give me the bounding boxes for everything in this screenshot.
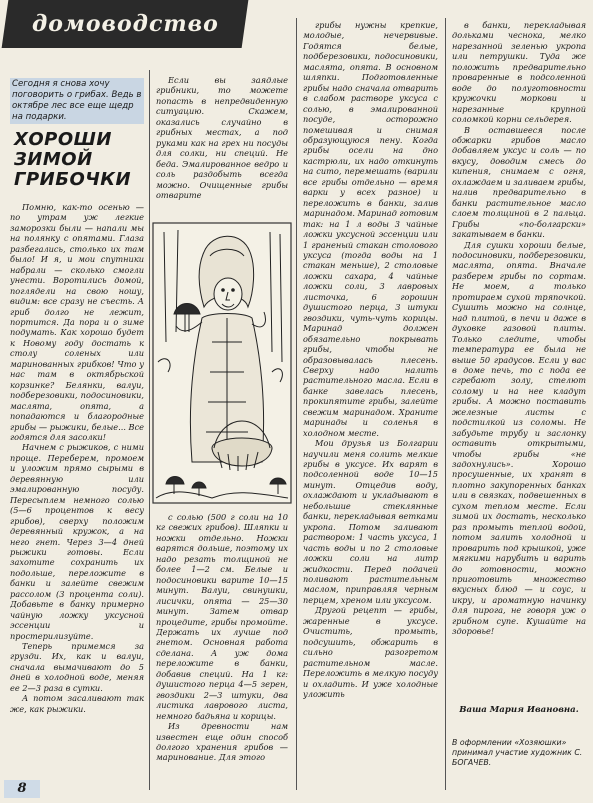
paragraph: Помню, как-то осенью — по утрам уж легкие заморозки были — напали мы на полянку с опятами. Глаза разбегались, столько их там было! И я, и мои спутники набрали — сколько смогли унести. Воротились домой, поглядели на свою ношу, видим: все сразу не съесть. А гриб долго не лежит, портится. Да пора и о зиме подумать. Как хорошо будет к Новому году достать к столу соленых или маринованных грибков! Что у нас там в октябрьской корзинке? Белянки, валуи, подберезовики, подосиновики, маслята, опята, а попадаются и благородные грибы — рыжики, белые... Все годятся для засолки! (10, 202, 144, 442)
paragraph: с солью (500 г соли на 10 кг свежих грибов). Шляпки и ножки отдельно. Ножки варятся дольше, поэтому их надо резать толщиной не более 1—2 см. Белые и подосиновики варите 10—15 минут. Валуи, свинушки, лисички, опята — 25—30 минут. Затем отвар процедите, грибы промойте. Держать их лучше под гнетом. Основная работа сделана. А уж дома переложите в банки, добавив специй. На 1 кг: душистого перца 4—5 зерен, гвоздики 2—3 штуки, два листика лаврового листа, немного бадьяна и корицы. (156, 512, 288, 721)
column-divider (445, 18, 446, 790)
mushroom-gatherer-illustration (152, 222, 292, 504)
illustrator-credit: В оформлении «Хозяюшки» принимал участие художник С. БОГАЧЕВ. (452, 738, 583, 767)
text-column-2-bottom (156, 512, 288, 792)
rubric-banner (2, 0, 249, 48)
paragraph: В оставшееся после обжарки грибов масло добавляем уксус и соль — по вкусу, доводим смесь до кипения, снимаем с огня, охлаждаем и заливаем грибы, налив предварительно в банки растительное масло слоем толщиной в 2 пальца. Грибы «по-болгарски» закатываем в банки. (452, 124, 586, 240)
paragraph: Мои друзья из Болгарии научили меня солить мелкие грибы в уксусе. Их варят в подсоленной воде 10—15 минут. Отцедив воду, охлаждают и укладывают в небольшие стеклянные банки, перекладывая ветками укропа. Потом заливают раствором: 1 часть уксуса, 1 часть воды и по 2 столовые ложки соли на литр жидкости. Перед подачей поливают растительным маслом, приправляя черным перцем, хреном или уксусом. (303, 438, 438, 605)
paragraph: Из древности нам известен еще один способ долгого хранения грибов — маринование. Для этого (156, 721, 288, 763)
author-signature: Ваша Мария Ивановна. (459, 705, 579, 715)
paragraph: грибы нужны крепкие, молодые, нечервивые. Годятся белые, подберезовики, подосиновики, маслята, опята. В основном шляпки. Подготовленные грибы надо сначала отварить в слабом растворе уксуса с солью, в эмалированной посуде, осторожно помешивая и снимая образующуюся пену. Когда грибы осели на дно кастрюли, их надо откинуть на сито, перемешать (варили все грибы отдельно — время варки у всех разное) и переложить в банки, залив маринадом. Маринад готовим так: на 1 л воды 3 чайные ложки уксусной эссенции или 1 граненый стакан столового уксуса (тогда воды на 1 стакан меньше), 2 столовые ложки сахара, 4 чайные ложки соли, 3 лавровых листочка, 6 горошин душистого перца, 3 штуки гвоздики, чуть-чуть корицы. Маринад должен обязательно покрывать грибы, чтобы не образовывалась плесень. Сверху надо налить растительного масла. Если в банке завелась плесень, прокипятите грибы, залейте свежим маринадом. Храните маринады и соленья в холодном месте. (303, 20, 438, 438)
article-title: ХОРОШИ ЗИМОЙ ГРИБОЧКИ (14, 129, 132, 190)
paragraph: Другой рецепт — грибы, жаренные в уксусе. Очистить, промыть, подсушить, обжарить в сильно разогретом растительном масле. Переложить в мелкую посуду и охладить. И уже холодные уложить (303, 605, 438, 699)
column-divider (149, 70, 150, 790)
lead-text: Сегодня я снова хочу поговорить о грибах. Ведь в октябре лес все еще щедр на подарки. (10, 78, 144, 124)
text-column-1 (10, 202, 144, 790)
paragraph: А потом засаливают так же, как рыжики. (10, 693, 144, 714)
text-column-2-top (156, 75, 288, 215)
rubric-label: домоводство (31, 11, 219, 37)
paragraph: Если вы заядлые грибники, то можете попасть в непредвиденную ситуацию. Скажем, оказались случайно в грибных местах, а под руками как на грех ни посуды для солки, ни специй. Не беда. Эмалированное ведро и соль раздобыть всегда можно. Очищенные грибы отварите (156, 75, 288, 200)
page-number: 8 (4, 780, 40, 798)
paragraph: в банки, перекладывая дольками чеснока, мелко нарезанной зеленью укропа или петрушки. Туда же положить предварительно проваренные в подсоленной воде до полуготовности кружочки моркови и нарезанные крупной соломкой корни сельдерея. (452, 20, 586, 125)
column-divider (296, 18, 297, 790)
paragraph: Для сушки хороши белые, подосиновики, подберезовики, маслята, опята. Вначале разберем грибы по сортам. Не моем, а только протираем сухой тряпочкой. Сушить можно на солнце, над плитой, в печи и даже в духовке газовой плиты. Только следите, чтобы температура ее была не выше 50 градусов. Если у вас в доме печь, то с пода ее сгребают золу, стелют солому и на нее кладут грибы. А можно поставить железные листы с подстилкой из соломы. Не забудьте трубу и заслонку оставить открытыми, чтобы грибы «не задохнулись». Хорошо просушенные, их хранят в плотно закупоренных банках или в связках, подвешенных в сухом теплом месте. Если зимой их достать, несколько раз промыть теплой водой, потом залить холодной и проварить под крышкой, уже мягкими нарубить и варить до готовности, можно приготовить множество вкусных блюд — и соус, и икру, и ароматную начинку для пирога, не говоря уж о грибном супе. Кушайте на здоровье! (452, 239, 586, 637)
paragraph: Начнем с рыжиков, с ними проще. Переберем, промоем и уложим прямо сырыми в деревянную или эмалированную посуду. Пересыплем немного солью (5—6 процентов к весу грибов), сверху положим деревянный кружок, а на него гнет. Через 3—4 дней рыжики готовы. Если захотите сохранить их подольше, переложите в банки и залейте свежим рассолом (3 процента соли). Добавьте в банку примерно чайную ложку уксусной эссенции и простерилизуйте. (10, 442, 144, 641)
text-column-3 (303, 20, 438, 792)
paragraph: Теперь примемся за грузди. Их, как и валуи, сначала вымачивают до 5 дней в холодной воде, меняя ее 2—3 раза в сутки. (10, 641, 144, 693)
text-column-4 (452, 20, 586, 730)
